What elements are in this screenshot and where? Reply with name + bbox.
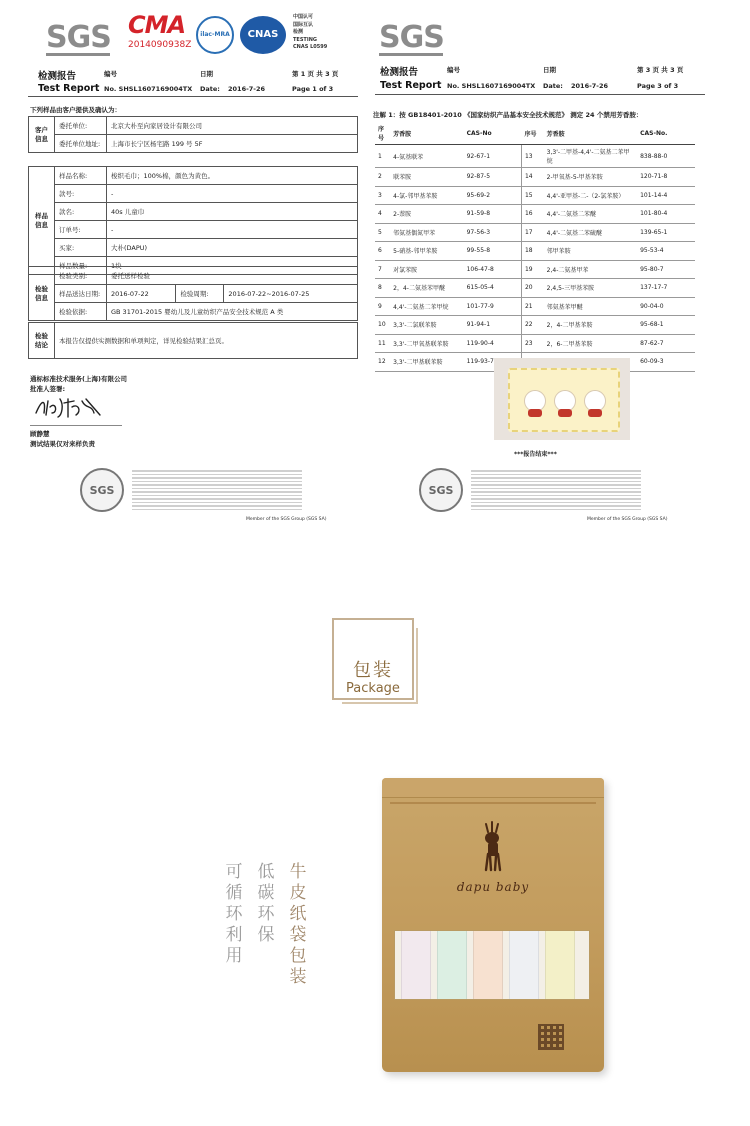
- table-cell: 95-69-2: [464, 186, 522, 205]
- report-title-en: Test Report: [38, 83, 100, 94]
- table-cell: 838-88-0: [637, 145, 695, 168]
- table-row: [375, 168, 695, 187]
- table-cell: 10: [375, 316, 390, 335]
- table-row: [375, 145, 695, 168]
- report-date: 2016-7-26: [228, 85, 266, 93]
- date-label-cn: 日期: [543, 66, 556, 74]
- recv-date-key: 样品送达日期:: [55, 285, 107, 303]
- report-date: 2016-7-26: [571, 82, 609, 90]
- towel-sample-photo: [494, 358, 630, 440]
- accred-line: 国际互认: [293, 21, 314, 28]
- table-cell: 95-53-4: [637, 242, 695, 261]
- table-cell: 3,3'-二甲基联苯胺: [390, 353, 463, 372]
- slogan-recyclable: 可循环利用: [225, 862, 243, 966]
- table-cell: 95-68-1: [637, 316, 695, 335]
- qr-code-icon: [538, 1024, 564, 1050]
- sample-key: 订单号:: [55, 221, 107, 239]
- signature-line: [30, 425, 122, 426]
- page-number-en: Page 3 of 3: [637, 82, 679, 90]
- accreditation-text: [293, 14, 327, 52]
- sample-key: 款号:: [55, 185, 107, 203]
- table-cell: 90-04-0: [637, 297, 695, 316]
- sample-value: 1块: [107, 257, 358, 275]
- sgs-logo: [379, 20, 444, 56]
- sample-value: 梭织毛巾；100%棉，颜色为黄色。: [107, 167, 358, 185]
- col-header: 芳香胺: [390, 122, 463, 145]
- table-cell: 16: [521, 205, 543, 224]
- table-cell: 9: [375, 297, 390, 316]
- sample-key: 样品名称:: [55, 167, 107, 185]
- table-row: [375, 316, 695, 335]
- towel-white: [509, 931, 539, 1000]
- conclusion-value: 本报告仅提供实测数据和单项判定，详见检验结果汇总页。: [55, 323, 358, 359]
- client-value: 北京大朴至向家居设计有限公司: [107, 117, 358, 135]
- accred-line: CNAS L0599: [293, 44, 328, 50]
- slogan-kraft-bag: 牛皮纸袋包装: [289, 862, 307, 987]
- amine-note: 注解 1：按 GB18401-2010 《国家纺织产品基本安全技术规范》 测定 24 个禁用芳香胺：: [373, 111, 643, 119]
- table-cell: 12: [375, 353, 390, 372]
- table-cell: 5-硝基-邻甲苯胺: [390, 242, 463, 261]
- table-cell: 2，6-二甲基苯胺: [544, 334, 637, 353]
- table-cell: 3: [375, 186, 390, 205]
- table-cell: 6: [375, 242, 390, 261]
- cnas-logo: [240, 16, 286, 54]
- table-cell: 119-90-4: [464, 334, 522, 353]
- bag-window: [394, 930, 590, 1000]
- cma-number: 2014090938Z: [128, 40, 192, 50]
- table-row: [375, 242, 695, 261]
- test-basis-value: GB 31701-2015 婴幼儿及儿童纺织产品安全技术规范 A 类: [107, 303, 358, 321]
- table-cell: 4: [375, 205, 390, 224]
- footer-fine-print: [471, 470, 641, 510]
- col-header: CAS-No: [464, 122, 522, 145]
- table-cell: 120-71-8: [637, 168, 695, 187]
- report-title-en: Test Report: [380, 80, 442, 91]
- sample-key: 样品数量:: [55, 257, 107, 275]
- deer-logo-icon: [476, 820, 510, 872]
- table-cell: 4-氯-邻甲基苯胺: [390, 186, 463, 205]
- table-cell: 92-87-5: [464, 168, 522, 187]
- table-cell: 106-47-8: [464, 260, 522, 279]
- date-label-cn: 日期: [200, 70, 213, 78]
- table-row: [375, 186, 695, 205]
- towel-yellow: [545, 931, 575, 1000]
- package-title-cn: 包装: [353, 660, 393, 681]
- member-text: Member of the SGS Group (SGS SA): [587, 517, 668, 522]
- table-cell: 101-14-4: [637, 186, 695, 205]
- sample-value: 40s 儿童巾: [107, 203, 358, 221]
- table-cell: 2，4-二甲基苯胺: [544, 316, 637, 335]
- sgs-logo-text: SGS: [46, 20, 111, 55]
- table-cell: 60-09-3: [637, 353, 695, 372]
- sgs-badge-icon: SGS: [419, 468, 463, 512]
- report-no-label: 编号: [447, 66, 460, 74]
- table-cell: 18: [521, 242, 543, 261]
- accred-line: 中国认可: [293, 14, 314, 20]
- report-title-cn: 检测报告: [380, 67, 419, 78]
- cma-logo: [128, 11, 192, 52]
- date-label-en: Date:: [200, 85, 220, 93]
- table-cell: 101-80-4: [637, 205, 695, 224]
- table-cell: 7: [375, 260, 390, 279]
- table-row: [375, 334, 695, 353]
- signer-company: 通标标准技术服务(上海)有限公司: [30, 375, 127, 383]
- table-cell: 11: [375, 334, 390, 353]
- page-number-en: Page 1 of 3: [292, 85, 334, 93]
- table-cell: 17: [521, 223, 543, 242]
- table-cell: 2,4-二氨基甲苯: [544, 260, 637, 279]
- table-cell: 邻氨基苯甲醚: [544, 297, 637, 316]
- footer-fine-print: [132, 470, 302, 510]
- disclaimer: 测试结果仅对来样负责: [30, 440, 95, 448]
- table-cell: 15: [521, 186, 543, 205]
- table-cell: 137-17-7: [637, 279, 695, 298]
- table-cell: 邻甲苯胺: [544, 242, 637, 261]
- test-section-label: 检验信息: [29, 267, 55, 321]
- header-divider: [28, 96, 358, 97]
- report-no-label: 编号: [104, 70, 117, 78]
- table-cell: 3,3'-二甲氧基联苯胺: [390, 334, 463, 353]
- table-cell: 14: [521, 168, 543, 187]
- table-cell: 8: [375, 279, 390, 298]
- page-number-cn: 第 1 页 共 3 页: [292, 70, 339, 78]
- test-period-value: 2016-07-22~2016-07-25: [224, 285, 358, 303]
- signature-icon: [34, 395, 104, 419]
- client-value: 上海市长宁区杨宅路 199 号 5F: [107, 135, 358, 153]
- table-row: [375, 279, 695, 298]
- ilac-logo-text: ilac-MRA: [200, 31, 230, 38]
- table-cell: 5: [375, 223, 390, 242]
- table-cell: 615-05-4: [464, 279, 522, 298]
- sgs-logo-text: SGS: [379, 20, 444, 55]
- table-cell: 联苯胺: [390, 168, 463, 187]
- report-no: No. SHSL1607169004TX: [104, 85, 193, 93]
- table-cell: 91-94-1: [464, 316, 522, 335]
- table-row: [375, 260, 695, 279]
- sample-value: -: [107, 221, 358, 239]
- cnas-logo-text: CNAS: [247, 29, 279, 40]
- table-cell: 3,3'-二甲基-4,4'-二氨基二苯甲烷: [544, 145, 637, 168]
- sample-value: 大朴(DAPU): [107, 239, 358, 257]
- towel-pink: [401, 931, 431, 1000]
- table-cell: 21: [521, 297, 543, 316]
- table-row: [375, 205, 695, 224]
- cma-logo-text: CMA: [128, 11, 186, 39]
- package-title-box: [332, 618, 414, 700]
- table-cell: 2-萘胺: [390, 205, 463, 224]
- towel-peach: [473, 931, 503, 1000]
- report-title-cn: 检测报告: [38, 71, 77, 82]
- brand-name: dapu baby: [456, 880, 530, 894]
- table-cell: 1: [375, 145, 390, 168]
- sample-key: 款名:: [55, 203, 107, 221]
- test-info-table: [28, 266, 358, 321]
- recv-date-value: 2016-07-22: [107, 285, 176, 303]
- report-page-1: [0, 0, 375, 530]
- accred-line: TESTING: [293, 36, 317, 43]
- table-cell: 2，4-二氨基苯甲醚: [390, 279, 463, 298]
- conclusion-section-label: 检验结论: [29, 323, 55, 359]
- sgs-logo: [46, 20, 111, 56]
- table-cell: 3,3'-二氯联苯胺: [390, 316, 463, 335]
- table-cell: 23: [521, 334, 543, 353]
- table-cell: 20: [521, 279, 543, 298]
- test-period-key: 检验周期:: [176, 285, 224, 303]
- report-end: ***报告结束***: [514, 451, 557, 458]
- table-cell: 95-80-7: [637, 260, 695, 279]
- table-cell: 4,4'-亚甲基-二-（2-氯苯胺）: [544, 186, 637, 205]
- client-info-table: [28, 116, 358, 153]
- sample-info-table: [28, 166, 358, 275]
- col-header: CAS-No.: [637, 122, 695, 145]
- report-no: No. SHSL1607169004TX: [447, 82, 536, 90]
- col-header: 序号: [521, 122, 543, 145]
- table-cell: 4-氨基联苯: [390, 145, 463, 168]
- table-cell: 4,4'-二氨基二苯甲烷: [390, 297, 463, 316]
- table-cell: 119-93-7: [464, 353, 522, 372]
- table-row: [375, 223, 695, 242]
- col-header: 芳香胺: [544, 122, 637, 145]
- accred-line: 检测: [293, 29, 304, 35]
- conclusion-table: [28, 322, 358, 359]
- table-cell: 139-65-1: [637, 223, 695, 242]
- test-basis-key: 检验依据:: [55, 303, 107, 321]
- date-label-en: Date:: [543, 82, 563, 90]
- sample-value: -: [107, 185, 358, 203]
- client-key: 委托单位地址:: [55, 135, 107, 153]
- sample-section-label: 样品信息: [29, 167, 55, 275]
- table-cell: 87-62-7: [637, 334, 695, 353]
- towel-green: [437, 931, 467, 1000]
- ilac-mra-logo: [196, 16, 234, 54]
- table-cell: 99-55-8: [464, 242, 522, 261]
- table-cell: 19: [521, 260, 543, 279]
- client-section-label: 客户信息: [29, 117, 55, 153]
- table-cell: 对氯苯胺: [390, 260, 463, 279]
- signer-name: 顾静慧: [30, 430, 50, 438]
- table-cell: 101-77-9: [464, 297, 522, 316]
- table-row: [375, 297, 695, 316]
- header-divider: [375, 94, 705, 95]
- test-type-value: 委托送样检验: [107, 267, 358, 285]
- col-header: 序号: [375, 122, 390, 145]
- table-cell: 4,4'-二氨基二苯醚: [544, 205, 637, 224]
- table-cell: 2,4,5-三甲基苯胺: [544, 279, 637, 298]
- signer-label: 批准人签署:: [30, 385, 66, 393]
- table-cell: 13: [521, 145, 543, 168]
- sample-key: 买家:: [55, 239, 107, 257]
- table-cell: 97-56-3: [464, 223, 522, 242]
- amine-table: [375, 122, 695, 372]
- page-number-cn: 第 3 页 共 3 页: [637, 66, 684, 74]
- table-cell: 4,4'-二氨基二苯硫醚: [544, 223, 637, 242]
- table-cell: 92-67-1: [464, 145, 522, 168]
- package-title-en: Package: [346, 681, 400, 696]
- table-cell: 91-59-8: [464, 205, 522, 224]
- sgs-badge-icon: SGS: [80, 468, 124, 512]
- table-cell: 2-甲氧基-5-甲基苯胺: [544, 168, 637, 187]
- slogan-low-carbon: 低碳环保: [257, 862, 275, 945]
- table-cell: 22: [521, 316, 543, 335]
- intro-text: 下列样品由客户提供及确认为：: [30, 106, 121, 114]
- test-type-key: 检验类别:: [55, 267, 107, 285]
- table-cell: 邻氨基偶氮甲苯: [390, 223, 463, 242]
- client-key: 委托单位:: [55, 117, 107, 135]
- table-cell: 2: [375, 168, 390, 187]
- member-text: Member of the SGS Group (SGS SA): [246, 517, 327, 522]
